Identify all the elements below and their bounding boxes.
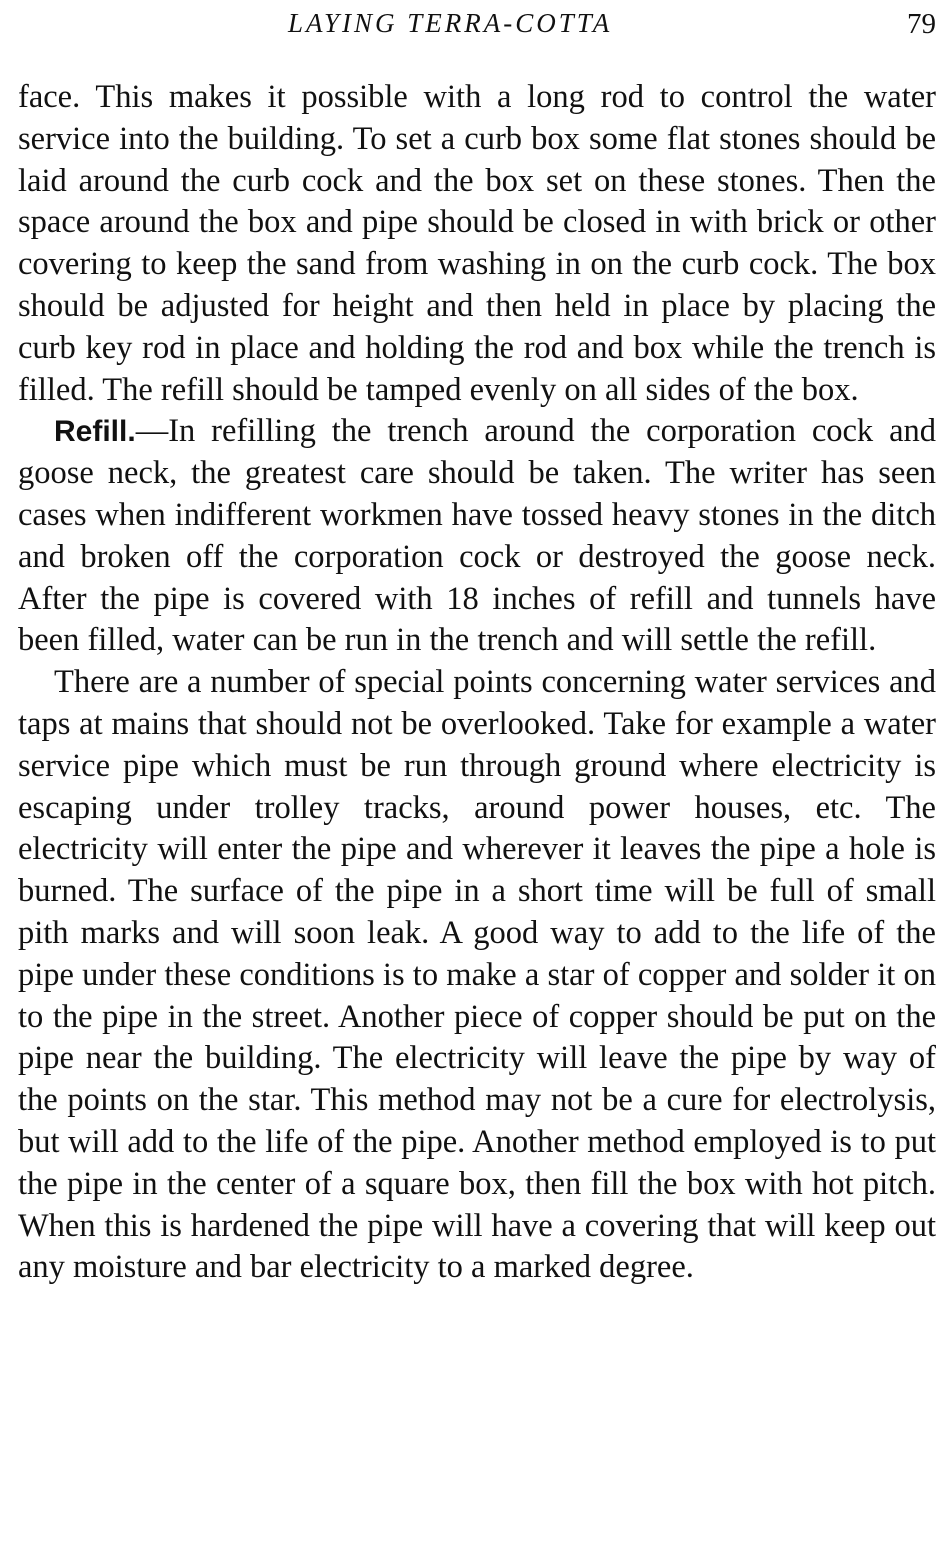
section-run-in-heading: Refill. [54, 415, 136, 449]
body-text [18, 77, 936, 1289]
paragraph-text: face. This makes it possible with a long rod to control the water service into the building. To set a curb box some flat stones should be laid around the curb cock and the box set on these stones. Then the space around the box and pipe should be closed in with brick or other covering to keep the sand from washing in on the curb cock. The box should be adjusted for height and then held in place by placing the curb key rod in place and holding the rod and box while the trench is filled. The refill should be tamped evenly on all sides of the box. [18, 79, 936, 408]
paragraph-refill [18, 411, 936, 662]
page-header [18, 6, 936, 46]
running-title: LAYING TERRA-COTTA [288, 8, 613, 38]
book-page [18, 0, 936, 1549]
paragraph-electrolysis [18, 662, 936, 1289]
page-number: 79 [907, 8, 936, 40]
paragraph-curb-box [18, 77, 936, 411]
paragraph-text: There are a number of special points concerning water services and taps at mains that should not be overlooked. Take for example a water service pipe which must be run through ground where electricity is escaping under trolley tracks, around power houses, etc. The electricity will enter the pipe and wherever it leaves the pipe a hole is burned. The surface of the pipe in a short time will be full of small pith marks and will soon leak. A good way to add to the life of the pipe under these conditions is to make a star of copper and solder it on to the pipe in the street. Another piece of copper should be put on the pipe near the building. The electricity will leave the pipe by way of the points on the star. This method may not be a cure for electrolysis, but will add to the life of the pipe. Another method employed is to put the pipe in the center of a square box, then fill the box with hot pitch. When this is hardened the pipe will have a covering that will keep out any moisture and bar electricity to a marked degree. [18, 664, 936, 1286]
paragraph-text: —In refilling the trench around the corporation cock and goose neck, the greatest care should be taken. The writer has seen cases when indifferent workmen have tossed heavy stones in the ditch and broken off the corporation cock or destroyed the goose neck. After the pipe is covered with 18 inches of refill and tunnels have been filled, water can be run in the trench and will settle the refill. [18, 413, 936, 659]
